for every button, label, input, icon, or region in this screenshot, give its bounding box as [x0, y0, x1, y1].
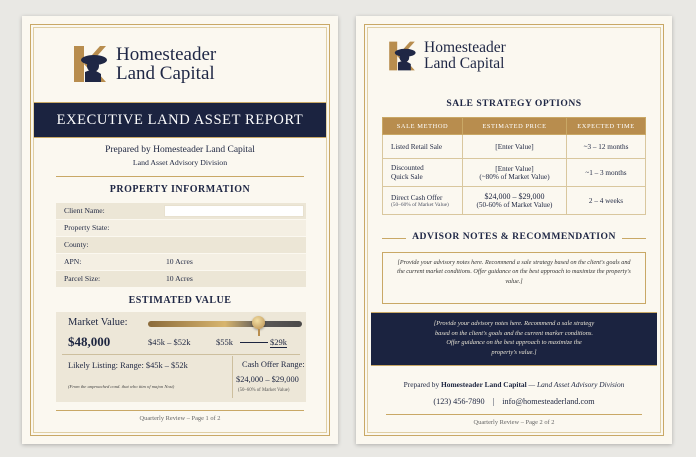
page-footer: Quarterly Review – Page 1 of 2	[139, 415, 221, 422]
report-title-banner: EXECUTIVE LAND ASSET REPORT	[34, 102, 326, 138]
cash-offer-label: Cash Offer Range:	[242, 360, 305, 369]
range-connector	[240, 342, 268, 343]
division-line: Land Asset Advisory Division	[132, 158, 228, 167]
prepared-by-line: Prepared by Homesteader Land Capital	[105, 145, 255, 155]
recommendation-banner: [Provide your advisory notes here. Recommend a sale strategy based on the client's goals and the current marker conditions. Offer guidance on the best approach to maximize the property's value.]	[371, 312, 657, 366]
brand-line-2: Land Capital	[116, 63, 215, 84]
market-value-amount: $48,000	[68, 334, 111, 349]
column-header: EXPECTED TIME	[567, 118, 646, 135]
report-page-1	[22, 16, 338, 444]
panel-vertical-divider	[232, 356, 233, 398]
table-header-row	[383, 118, 646, 135]
estimated-value-title: ESTIMATED VALUE	[128, 295, 232, 306]
range-footnote: (From the unproached cond. that who titm of majon Nost)	[68, 384, 175, 389]
prepared-by-footer: Prepared by Homesteader Land Capital — Land Asset Advisory Division	[403, 380, 625, 389]
property-row-parcel: Parcel Size: 10 Acres	[56, 271, 306, 287]
property-row-client: Client Name:	[56, 203, 306, 219]
cash-offer-note: (50–60% of Market Value)	[238, 388, 290, 393]
market-value-slider	[148, 321, 302, 327]
advisor-notes-box[interactable]: [Provide your advisory notes here. Recommend a sale strategy based on the client's goals and the current market conditions. Offer guidance on the best approach to maximize the property's value.]	[382, 252, 646, 304]
likely-listing-range: Likely Listing: Range: $45k – $52k	[68, 361, 188, 370]
brand-line-1: Homesteader	[424, 39, 506, 57]
footer-divider	[386, 414, 642, 415]
brand-line-2: Land Capital	[424, 55, 505, 72]
market-value-label: Market Value:	[68, 317, 128, 328]
phone-number: (123) 456-7890	[433, 397, 485, 406]
property-row-apn: APN: 10 Acres	[56, 254, 306, 270]
property-row-state: Property State:	[56, 220, 306, 236]
value-range-low: $45k – $52k	[148, 337, 191, 347]
contact-separator: |	[492, 397, 495, 406]
value-range-high: $29k	[270, 337, 287, 347]
contact-line	[356, 397, 672, 406]
property-info-title: PROPERTY INFORMATION	[109, 184, 251, 195]
value-range-mid: $55k	[216, 337, 233, 347]
table-row: Listed Retail Sale [Enter Value] ~3 – 12 months	[383, 135, 646, 159]
client-name-field[interactable]	[164, 205, 304, 217]
cash-offer-value: $24,000 – $29,000	[236, 375, 299, 384]
advisor-notes-title: ADVISOR NOTES & RECOMMENDATION	[406, 231, 622, 242]
pioneer-woman-logo-icon	[70, 42, 110, 86]
page-inner-border	[367, 27, 661, 433]
pioneer-woman-logo-icon	[386, 38, 418, 74]
slider-knob[interactable]	[252, 316, 265, 329]
table-row: Discounted Quick Sale [Enter Value] (~80% of Market Value) ~1 – 3 months	[383, 159, 646, 187]
property-row-county: County:	[56, 237, 306, 253]
sale-strategy-table	[382, 117, 646, 215]
brand-line-1: Homesteader	[116, 43, 217, 65]
company-logo	[386, 38, 506, 74]
slider-pin	[258, 329, 260, 336]
column-header: ESTIMATED PRICE	[463, 118, 567, 135]
estimated-value-panel	[56, 312, 306, 402]
email-link[interactable]: info@homesteaderland.com	[502, 397, 595, 406]
report-page-2	[356, 16, 672, 444]
table-row: Direct Cash Offer (50–60% of Market Value) $24,000 – $29,000 (50-60% of Market Value) 2 – 4 weeks	[383, 187, 646, 215]
company-logo	[70, 42, 216, 86]
page-footer: Quarterly Review – Page 2 of 2	[473, 419, 555, 426]
divider	[56, 176, 304, 177]
footer-divider	[56, 410, 304, 411]
sale-strategy-title: SALE STRATEGY OPTIONS	[446, 98, 582, 109]
column-header: SALE METHOD	[383, 118, 463, 135]
panel-divider	[62, 354, 300, 355]
